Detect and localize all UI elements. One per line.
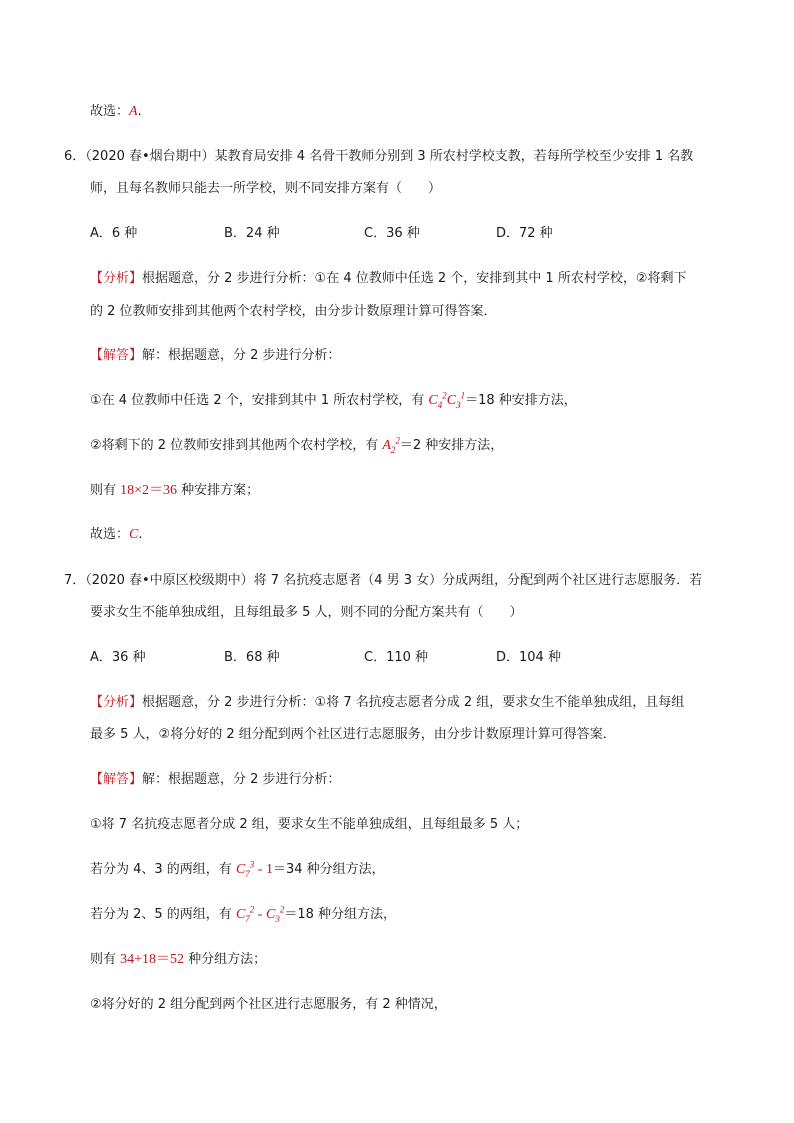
- q7-text-2: 要求女生不能单独成组，且每组最多 5 人，则不同的分配方案共有（ ）: [90, 605, 523, 620]
- q6-step-1: [90, 392, 577, 410]
- q6-step-3-result: 种安排方案；: [177, 483, 260, 498]
- q7-option-d: D．104 种: [496, 650, 561, 665]
- q6-step-2-result: ＝2 种安排方法，: [399, 438, 504, 453]
- q7-analysis-text-2: 最多 5 人，②将分好的 2 组分配到两个社区进行志愿服务，由分步计数原理计算可得答案．: [90, 727, 616, 742]
- q7-step-3-result: ＝18 种分组方法，: [284, 907, 396, 922]
- q7-step-5-text: ②将分好的 2 组分配到两个社区进行志愿服务，有 2 种情况，: [90, 997, 447, 1012]
- q6-option-a: A．6 种: [90, 226, 138, 241]
- q7-step-5: [90, 996, 447, 1014]
- q6-step-1-text: ①在 4 位教师中任选 2 个，安排到其中 1 所农村学校，有: [90, 393, 429, 408]
- q6-step-3-text: 则有: [90, 483, 121, 498]
- q6-formula-1: $C_4^2C_3^1$: [428, 390, 466, 410]
- q6-final-letter: C: [129, 527, 139, 542]
- q6-line-1: [64, 148, 693, 166]
- q6-option-d: D．72 种: [496, 226, 553, 241]
- q6-text-2: 师，且每名教师只能去一所学校，则不同安排方案有（ ）: [90, 181, 442, 196]
- q7-formula-2-minus: -: [254, 907, 266, 922]
- q6-step-3: [90, 482, 259, 500]
- q7-line-2: [90, 604, 523, 622]
- q7-formula-1-minus: - 1: [254, 862, 273, 877]
- q7-step-3-text: 若分为 2、5 的两组，有: [90, 907, 236, 922]
- q6-step-2: [90, 437, 503, 455]
- q6-text-1: （2020 春•烟台期中）某教育局安排 4 名骨干教师分别到 3 所农村学校支教，若每所学校至少安排 1 名教: [85, 149, 694, 164]
- q6-analysis-line-1: [90, 270, 686, 288]
- q6-final-label: 故选：: [90, 527, 130, 542]
- q7-line-1: [64, 572, 702, 590]
- q6-solution-tag: 【解答】: [90, 348, 143, 363]
- q7-step-2-text: 若分为 4、3 的两组，有: [90, 862, 236, 877]
- q6-analysis-text-2: 的 2 位教师安排到其他两个农村学校，由分步计数原理计算可得答案．: [90, 304, 497, 319]
- q7-option-c: C．110 种: [364, 650, 429, 665]
- q7-step-3: [90, 906, 396, 924]
- answer-end: .: [137, 104, 142, 119]
- q7-step-4: [90, 951, 266, 969]
- q7-formula-2b: $C_3^2$: [265, 904, 285, 924]
- prev-answer-line: [90, 103, 142, 121]
- q7-step-2-result: ＝34 种分组方法，: [272, 862, 385, 877]
- q6-step-2-text: ②将剩下的 2 位教师安排到其他两个农村学校，有: [90, 438, 383, 453]
- q6-option-b: B．24 种: [224, 226, 280, 241]
- q6-option-c: C．36 种: [364, 226, 420, 241]
- q7-solution-intro: 解：根据题意，分 2 步进行分析：: [142, 772, 341, 787]
- q7-text-1: （2020 春•中原区校级期中）将 7 名抗疫志愿者（4 男 3 女）分成两组，分配到两个社区进行志愿服务．若: [85, 573, 703, 588]
- answer-label: 故选：: [90, 104, 130, 119]
- q7-option-b: B．68 种: [224, 650, 280, 665]
- q6-line-2: [90, 180, 441, 198]
- q7-solution-tag: 【解答】: [90, 772, 143, 787]
- q7-formula-2: $C_7^2$: [235, 904, 255, 924]
- q6-formula-2: $A_2^2$: [382, 435, 400, 455]
- q6-solution-intro: 解：根据题意，分 2 步进行分析：: [142, 348, 341, 363]
- q7-analysis-tag: 【分析】: [90, 695, 143, 710]
- q7-step-1-text: ①将 7 名抗疫志愿者分成 2 组，要求女生不能单独成组，且每组最多 5 人；: [90, 817, 529, 832]
- q7-number: 7．: [64, 573, 86, 588]
- q7-formula-3: 34+18＝52: [120, 952, 185, 967]
- q6-analysis-text-1: 根据题意，分 2 步进行分析：①在 4 位教师中任选 2 个，安排到其中 1 所农村学校，②将剩下: [142, 271, 687, 286]
- q7-step-4-result: 种分组方法；: [184, 952, 267, 967]
- q6-solution-line: [90, 347, 341, 365]
- q6-number: 6．: [64, 149, 86, 164]
- q6-analysis-tag: 【分析】: [90, 271, 143, 286]
- q7-analysis-text-1: 根据题意，分 2 步进行分析：①将 7 名抗疫志愿者分成 2 组，要求女生不能单独成组，且每组: [142, 695, 685, 710]
- q7-analysis-line-2: [90, 726, 616, 744]
- q6-final-end: .: [138, 527, 143, 542]
- q6-final-answer: [90, 526, 143, 544]
- q6-analysis-line-2: [90, 303, 497, 321]
- q7-step-4-text: 则有: [90, 952, 121, 967]
- answer-letter: A: [129, 104, 138, 119]
- q7-step-1: [90, 816, 528, 834]
- q7-formula-1: $C_7^3$: [235, 859, 255, 879]
- q7-option-a: A．36 种: [90, 650, 146, 665]
- q7-analysis-line-1: [90, 694, 684, 712]
- q6-step-1-result: ＝18 种安排方法，: [465, 393, 577, 408]
- q7-solution-line: [90, 771, 341, 789]
- q6-formula-3: 18×2＝36: [120, 483, 178, 498]
- q7-step-2: [90, 861, 385, 879]
